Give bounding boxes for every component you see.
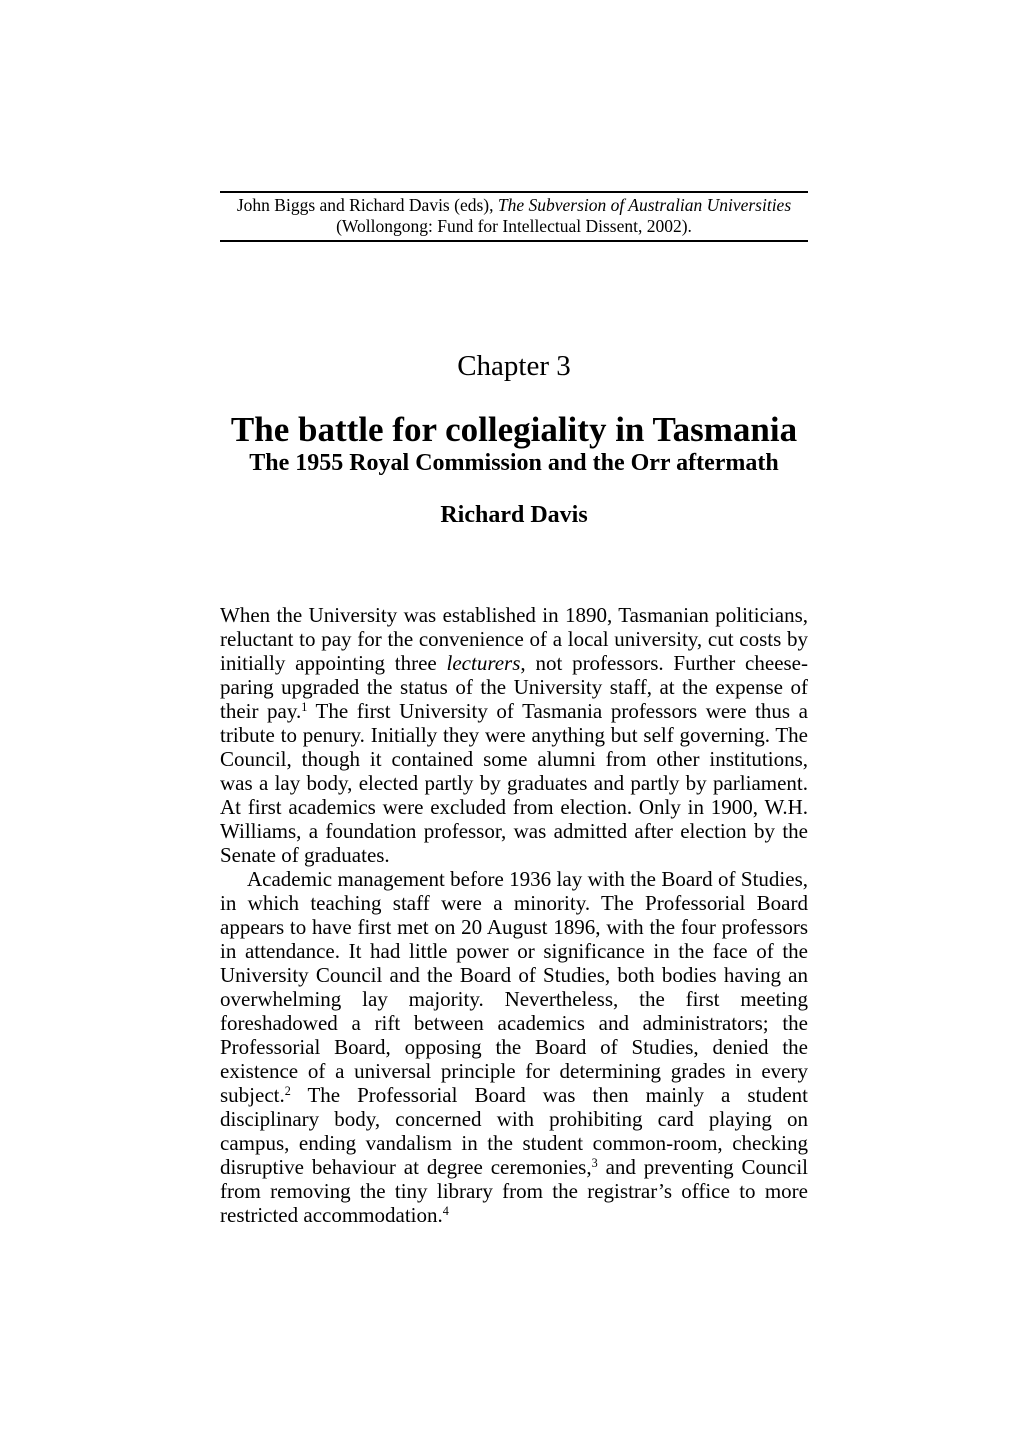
text-run: When the University was established in 1890, Tasmanian politicians, reluctant to pay for the convenience of a local university, cut costs by initially appointing three bbox=[220, 603, 808, 675]
chapter-title: The battle for collegiality in Tasmania bbox=[230, 410, 798, 449]
text-run: (Wollongong: Fund for Intellectual Dissent, 2002). bbox=[336, 215, 692, 236]
footnote-reference: 2 bbox=[284, 1084, 291, 1099]
text-run: , not professors. Further cheese-paring upgraded the status of the University staff, at the expense of their pay. bbox=[220, 651, 808, 723]
text-run: and preventing Council from removing the tiny library from the registrar’s office to more restricted accommodation. bbox=[220, 1155, 808, 1227]
text-run: lecturers bbox=[446, 651, 521, 675]
footnote-reference: 3 bbox=[591, 1156, 598, 1171]
paragraph-2 bbox=[220, 867, 808, 1227]
text-run: Academic management before 1936 lay with the Board of Studies, in which teaching staff were a minority. The Professorial Board appears to have first met on 20 August 1896, with the four professors in attendance. It had little power or significance in the face of the University Council and the Board of Studies, both bodies having an overwhelming lay majority. Nevertheless, the first meeting foreshadowed a rift between academics and administrators; the Professorial Board, opposing the Board of Studies, denied the existence of a universal principle for determining grades in every subject. bbox=[220, 867, 808, 1107]
text-run: The Professorial Board was then mainly a student disciplinary body, concerned with prohibiting card playing on campus, ending vandalism in the student common-room, checking disruptive behaviour at degree ceremonies, bbox=[220, 1083, 808, 1179]
text-run: The first University of Tasmania professors were thus a tribute to penury. Initially they were anything but self governing. The Council, though it contained some alumni from other institutions, was a lay body, elected partly by graduates and partly by parliament. At first academics were excluded from election. Only in 1900, W.H. Williams, a foundation professor, was admitted after election by the Senate of graduates. bbox=[220, 699, 808, 867]
chapter-label: Chapter 3 bbox=[457, 350, 571, 382]
paragraph-1 bbox=[220, 603, 808, 867]
text-run: The Subversion of Australian Universities bbox=[497, 195, 792, 215]
footnote-reference: 1 bbox=[301, 700, 308, 715]
footnote-reference: 4 bbox=[442, 1204, 449, 1219]
chapter-subtitle: The 1955 Royal Commission and the Orr aftermath bbox=[249, 450, 779, 476]
citation-header bbox=[220, 191, 808, 242]
body-text bbox=[220, 603, 808, 1227]
text-column bbox=[220, 191, 808, 1227]
author-name: Richard Davis bbox=[440, 502, 588, 528]
text-run: John Biggs and Richard Davis (eds), bbox=[236, 195, 498, 215]
